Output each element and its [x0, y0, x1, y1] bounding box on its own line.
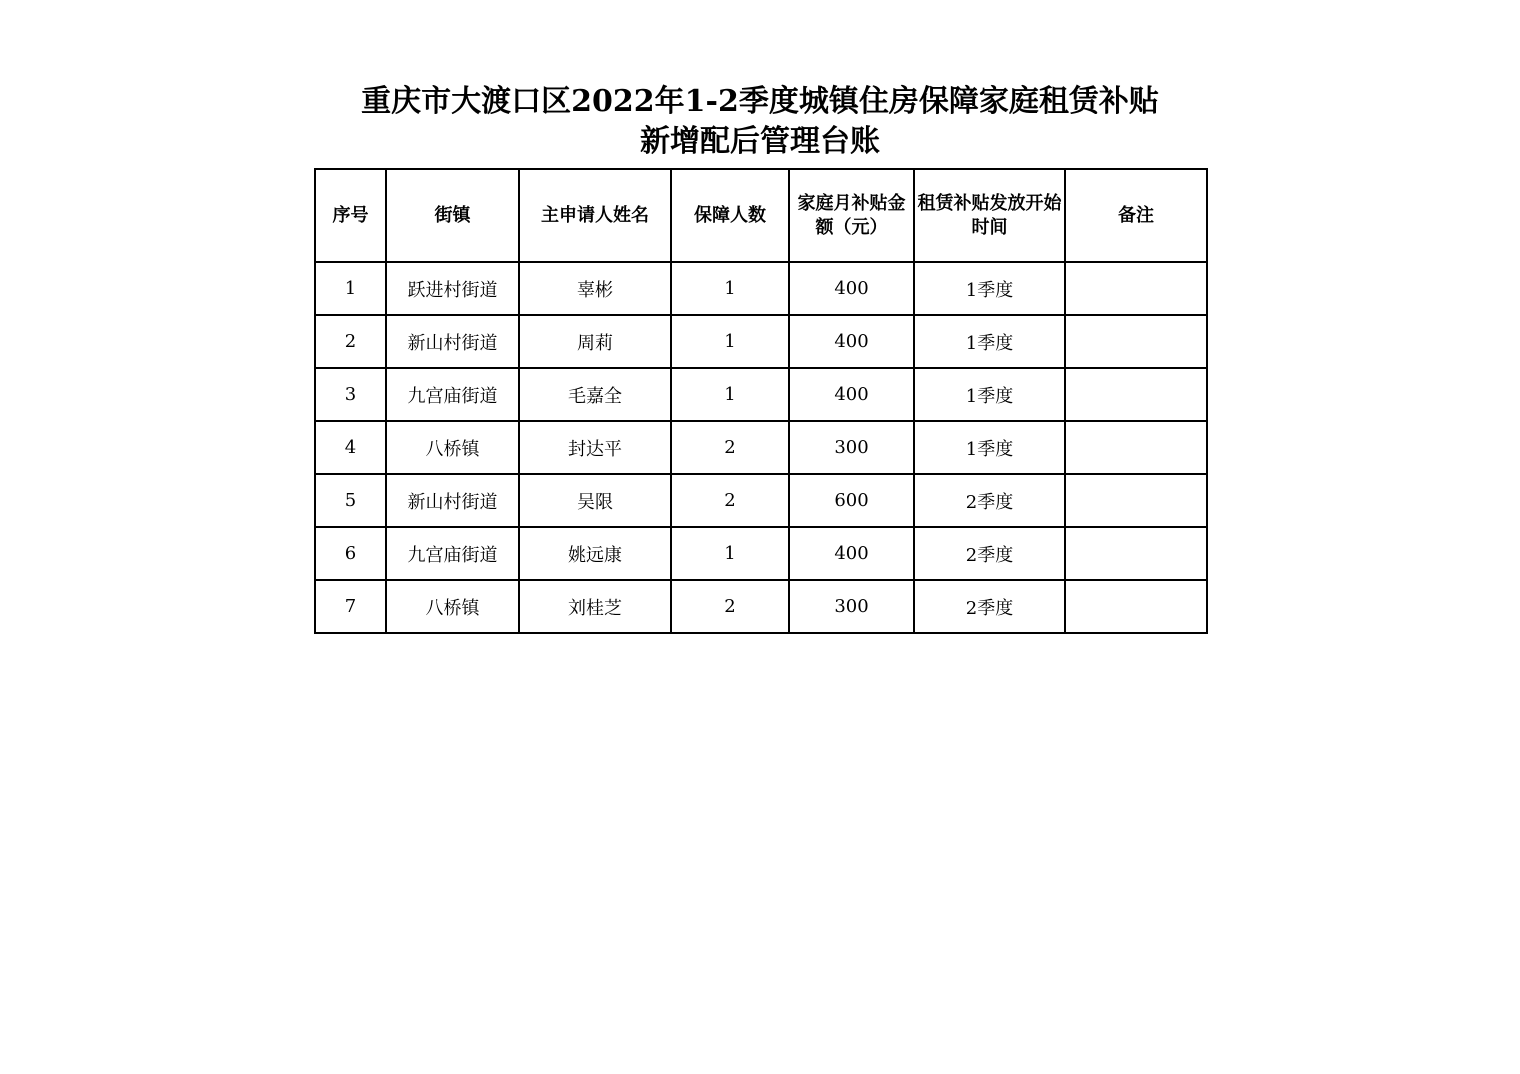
cell-household-size: 1	[671, 262, 789, 315]
cell-household-size: 2	[671, 580, 789, 633]
cell-remarks	[1065, 315, 1207, 368]
cell-serial: 5	[315, 474, 386, 527]
cell-start-time: 2季度	[914, 474, 1065, 527]
cell-remarks	[1065, 368, 1207, 421]
header-applicant-name: 主申请人姓名	[519, 169, 671, 262]
cell-household-size: 2	[671, 474, 789, 527]
cell-subdistrict: 新山村街道	[386, 474, 519, 527]
cell-subdistrict: 新山村街道	[386, 315, 519, 368]
table-row	[315, 527, 1207, 580]
header-start-time: 租赁补贴发放开始时间	[914, 169, 1065, 262]
cell-monthly-subsidy: 300	[789, 580, 914, 633]
header-remarks: 备注	[1065, 169, 1207, 262]
cell-applicant-name: 周莉	[519, 315, 671, 368]
cell-subdistrict: 跃进村街道	[386, 262, 519, 315]
cell-applicant-name: 刘桂芝	[519, 580, 671, 633]
cell-monthly-subsidy: 400	[789, 262, 914, 315]
ledger-table	[314, 168, 1208, 634]
document-title	[0, 82, 1520, 162]
cell-start-time: 1季度	[914, 421, 1065, 474]
cell-household-size: 1	[671, 527, 789, 580]
cell-start-time: 1季度	[914, 315, 1065, 368]
table-row	[315, 580, 1207, 633]
title-line-2: 新增配后管理台账	[640, 124, 880, 159]
header-serial: 序号	[315, 169, 386, 262]
cell-monthly-subsidy: 300	[789, 421, 914, 474]
cell-household-size: 1	[671, 368, 789, 421]
cell-start-time: 2季度	[914, 527, 1065, 580]
cell-household-size: 1	[671, 315, 789, 368]
table-row	[315, 421, 1207, 474]
table-row	[315, 262, 1207, 315]
cell-serial: 4	[315, 421, 386, 474]
cell-monthly-subsidy: 400	[789, 368, 914, 421]
cell-remarks	[1065, 421, 1207, 474]
cell-serial: 1	[315, 262, 386, 315]
cell-applicant-name: 吴限	[519, 474, 671, 527]
cell-serial: 6	[315, 527, 386, 580]
cell-applicant-name: 毛嘉全	[519, 368, 671, 421]
cell-remarks	[1065, 527, 1207, 580]
cell-applicant-name: 辜彬	[519, 262, 671, 315]
cell-monthly-subsidy: 400	[789, 315, 914, 368]
cell-serial: 7	[315, 580, 386, 633]
cell-serial: 2	[315, 315, 386, 368]
cell-subdistrict: 九宫庙街道	[386, 527, 519, 580]
header-monthly-subsidy: 家庭月补贴金额（元）	[789, 169, 914, 262]
cell-start-time: 2季度	[914, 580, 1065, 633]
cell-serial: 3	[315, 368, 386, 421]
cell-remarks	[1065, 474, 1207, 527]
cell-start-time: 1季度	[914, 262, 1065, 315]
header-subdistrict: 街镇	[386, 169, 519, 262]
cell-applicant-name: 姚远康	[519, 527, 671, 580]
cell-remarks	[1065, 580, 1207, 633]
cell-subdistrict: 八桥镇	[386, 421, 519, 474]
table-row	[315, 315, 1207, 368]
header-row	[315, 169, 1207, 262]
title-line-1: 重庆市大渡口区2022年1-2季度城镇住房保障家庭租赁补贴	[361, 84, 1159, 119]
header-household-size: 保障人数	[671, 169, 789, 262]
cell-remarks	[1065, 262, 1207, 315]
table-row	[315, 368, 1207, 421]
table-row	[315, 474, 1207, 527]
cell-applicant-name: 封达平	[519, 421, 671, 474]
cell-monthly-subsidy: 400	[789, 527, 914, 580]
cell-monthly-subsidy: 600	[789, 474, 914, 527]
cell-subdistrict: 八桥镇	[386, 580, 519, 633]
cell-start-time: 1季度	[914, 368, 1065, 421]
cell-household-size: 2	[671, 421, 789, 474]
cell-subdistrict: 九宫庙街道	[386, 368, 519, 421]
